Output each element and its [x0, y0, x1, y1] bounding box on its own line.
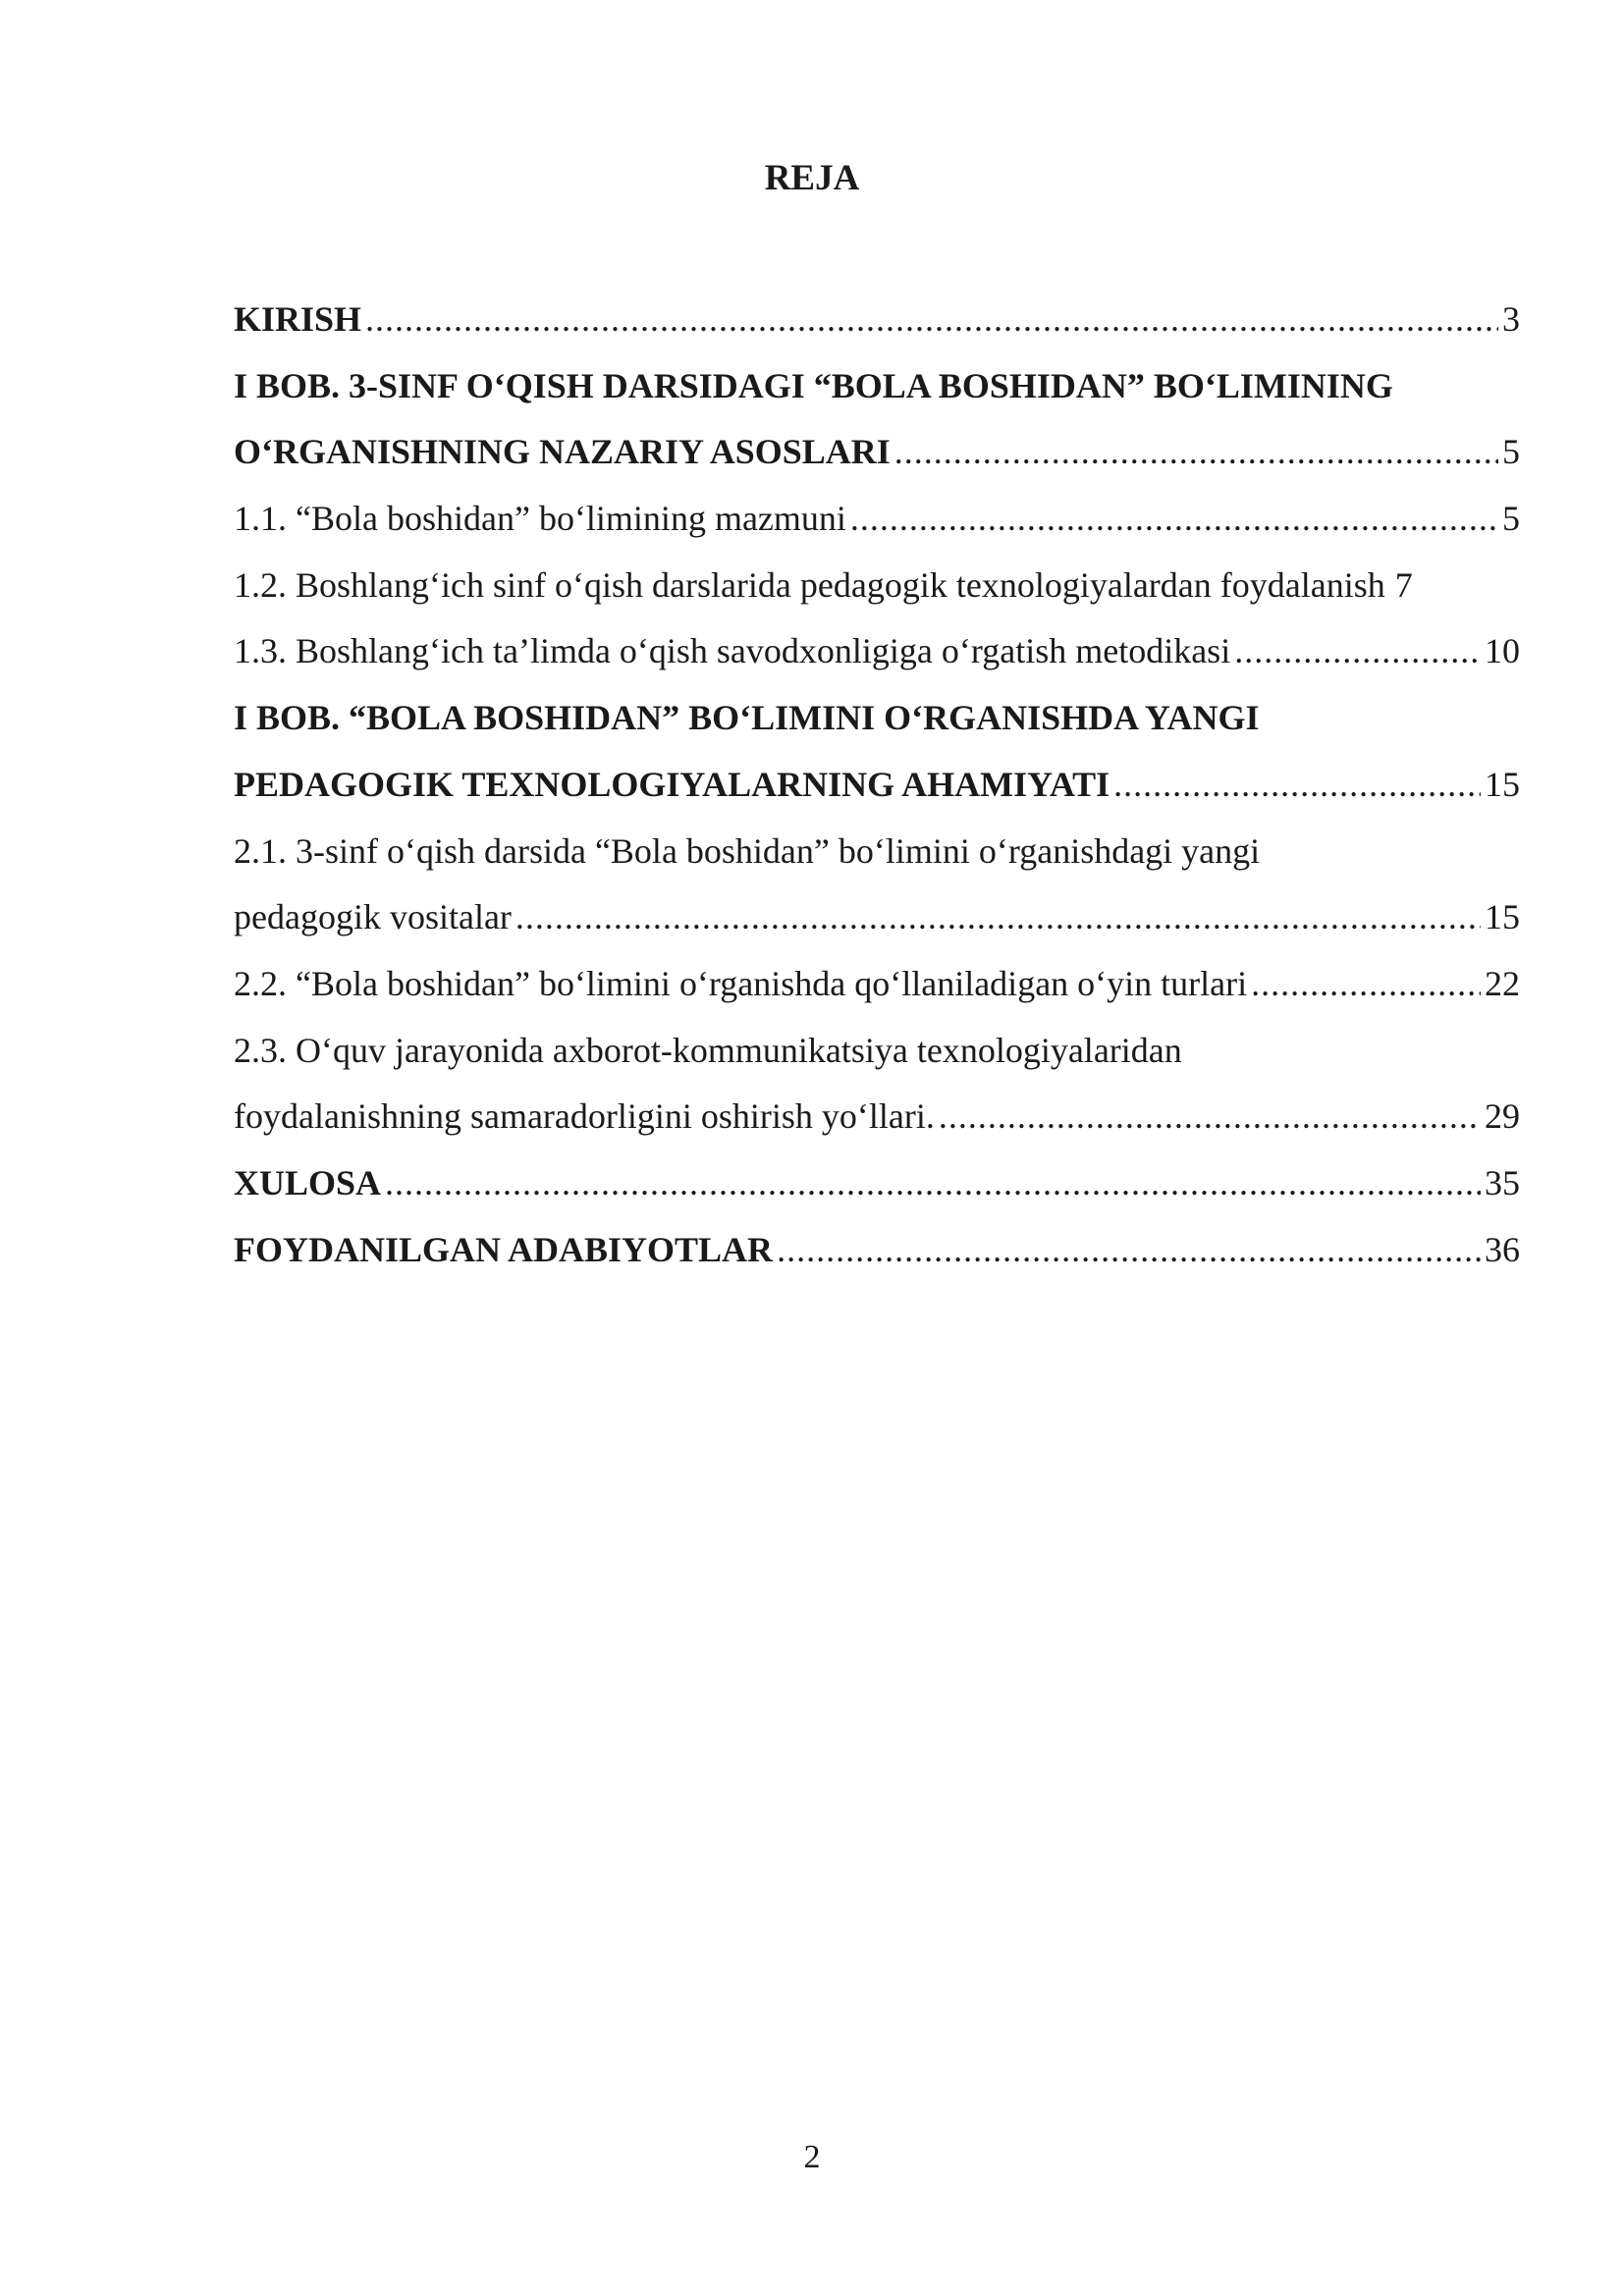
toc-entry-references	[234, 1217, 1520, 1284]
table-of-contents	[234, 287, 1520, 1283]
page-number-footer: 2	[803, 2139, 821, 2175]
toc-entry-text: 2.3. O‘quv jarayonida axborot-kommunikatsiya texnologiyalaridan	[234, 1030, 1182, 1070]
toc-page-number: 15	[1485, 897, 1520, 937]
toc-entry-text: KIRISH	[234, 299, 362, 339]
toc-dot-leader	[1113, 752, 1481, 819]
toc-entry-text: I BOB. 3-SINF O‘QISH DARSIDAGI “BOLA BOSHIDAN” BO‘LIMINING	[234, 365, 1393, 405]
toc-entry-2-2	[234, 951, 1520, 1018]
toc-entry-text: 2.2. “Bola boshidan” bo‘limini o‘rganishda qo‘llaniladigan o‘yin turlari	[234, 963, 1248, 1003]
toc-entry-text: I BOB. “BOLA BOSHIDAN” BO‘LIMINI O‘RGANISHDA YANGI	[234, 698, 1260, 738]
toc-dot-leader	[850, 486, 1498, 553]
toc-page-number: 7	[1394, 564, 1413, 605]
toc-dot-leader	[1234, 618, 1481, 685]
toc-dot-leader	[365, 287, 1498, 353]
toc-entry-chapter-1-line-1	[234, 353, 1520, 420]
toc-entry-chapter-2-line-2	[234, 752, 1520, 819]
toc-entry-1-3	[234, 618, 1520, 685]
toc-dot-leader	[894, 419, 1498, 486]
toc-entry-2-1-line-2	[234, 884, 1520, 951]
toc-page-number: 3	[1502, 299, 1520, 339]
toc-entry-1-1	[234, 486, 1520, 553]
toc-entry-text: pedagogik vositalar	[234, 897, 512, 937]
toc-page-number: 29	[1485, 1096, 1520, 1137]
toc-entry-text: FOYDANILGAN ADABIYOTLAR	[234, 1229, 774, 1269]
toc-entry-text: 1.2. Boshlang‘ich sinf o‘qish darslarida pedagogik texnologiyalardan foydalanish	[234, 564, 1385, 605]
toc-dot-leader	[777, 1217, 1481, 1284]
toc-entry-xulosa	[234, 1150, 1520, 1217]
toc-entry-text: PEDAGOGIK TEXNOLOGIYALARNING AHAMIYATI	[234, 764, 1110, 804]
toc-entry-2-3-line-2	[234, 1084, 1520, 1150]
toc-dot-leader	[385, 1150, 1481, 1217]
toc-dot-leader	[1251, 951, 1481, 1018]
toc-entry-kirish	[234, 287, 1520, 353]
toc-page-number: 10	[1485, 631, 1520, 671]
toc-page-number: 15	[1485, 764, 1520, 804]
toc-entry-text: O‘RGANISHNING NAZARIY ASOSLARI	[234, 432, 891, 472]
document-title: REJA	[764, 158, 860, 198]
toc-entry-text: 2.1. 3-sinf o‘qish darsida “Bola boshidan” bo‘limini o‘rganishdagi yangi	[234, 830, 1261, 871]
toc-dot-leader	[939, 1084, 1481, 1150]
toc-entry-chapter-1-line-2	[234, 419, 1520, 486]
toc-entry-text: foydalanishning samaradorligini oshirish yo‘llari.	[234, 1096, 935, 1137]
toc-entry-1-2	[234, 553, 1520, 619]
toc-page-number: 36	[1485, 1229, 1520, 1269]
toc-entry-chapter-2-line-1	[234, 685, 1520, 752]
toc-page-number: 22	[1485, 963, 1520, 1003]
toc-page-number: 5	[1502, 499, 1520, 539]
toc-entry-2-3-line-1	[234, 1018, 1520, 1085]
toc-entry-text: 1.3. Boshlang‘ich ta’limda o‘qish savodxonligiga o‘rgatish metodikasi	[234, 631, 1231, 671]
toc-dot-leader	[515, 884, 1481, 951]
toc-entry-text: 1.1. “Bola boshidan” bo‘limining mazmuni	[234, 499, 846, 539]
toc-page-number: 5	[1502, 432, 1520, 472]
toc-entry-2-1-line-1	[234, 819, 1520, 885]
toc-page-number: 35	[1485, 1162, 1520, 1202]
toc-entry-text: XULOSA	[234, 1162, 382, 1202]
